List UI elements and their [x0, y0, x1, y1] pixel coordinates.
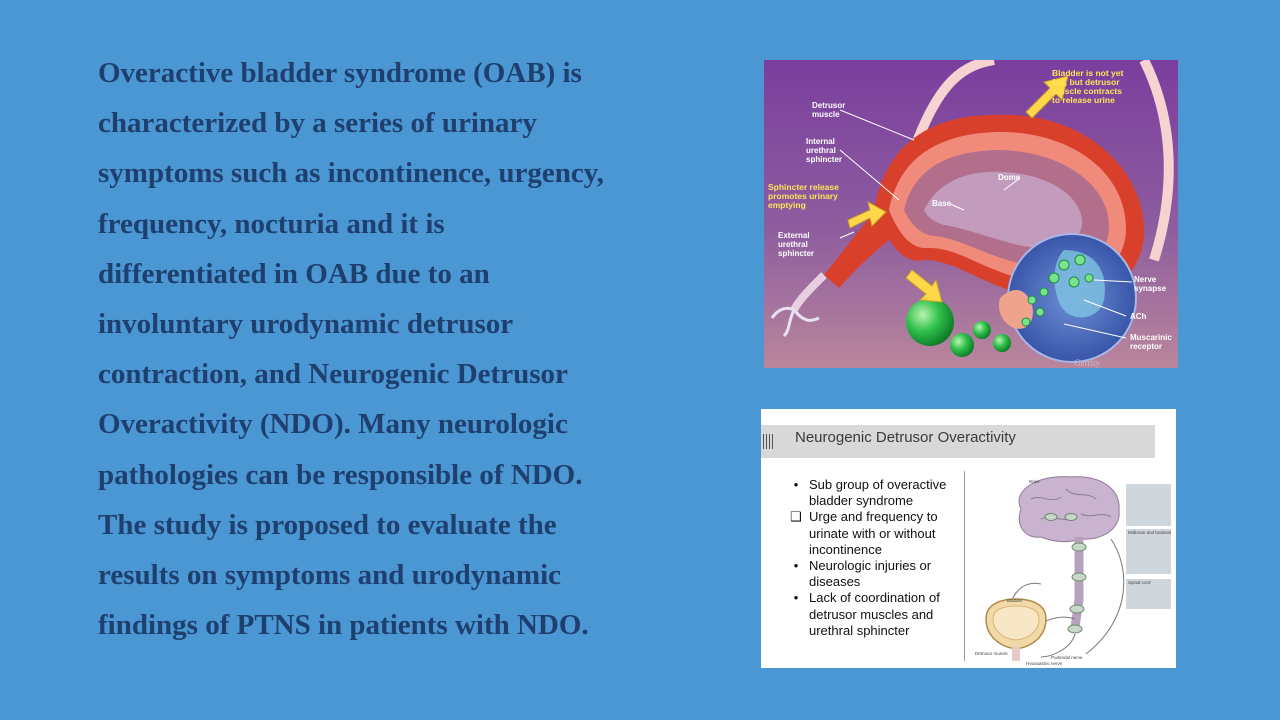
paragraph-line: pathologies can be responsible of NDO. [98, 458, 583, 491]
callout-top-right-line: full, but detrusor [1052, 77, 1120, 87]
list-item-text: Neurologic injuries or diseases [809, 558, 932, 590]
list-item-text: Sub group of overactive bladder syndrome [809, 477, 947, 509]
label-detrusor-line: Detrusor [812, 101, 846, 110]
bullet-marker: ❑ [790, 509, 802, 525]
label-nerve-line: Nerve [1134, 275, 1157, 284]
paragraph-line: characterized by a series of urinary [98, 107, 537, 140]
bullet-list [779, 477, 969, 639]
diagram-label-midbrain: Midbrain and brainstem [1128, 530, 1171, 535]
paragraph-line: results on symptoms and urodynamic [98, 559, 562, 592]
list-item [779, 509, 969, 558]
paragraph-line: findings of PTNS in patients with NDO. [98, 609, 589, 642]
diagram-label-bladder: Bladder [1007, 598, 1023, 603]
diagram-label-spinal: Spinal cord [1128, 580, 1151, 585]
slide-divider [964, 471, 965, 661]
paragraph-line: The study is proposed to evaluate the [98, 508, 557, 541]
nervous-system-diagram [971, 469, 1171, 668]
callout-left-line: emptying [768, 200, 806, 210]
bullet-marker: • [793, 558, 799, 574]
artist-signature: Gerrity [1074, 358, 1100, 368]
label-detrusor-line: muscle [812, 110, 840, 119]
list-item [779, 558, 969, 590]
main-paragraph [98, 48, 678, 650]
diagram-label-brain: Brain [1029, 479, 1040, 484]
paragraph-line: frequency, nocturia and it is [98, 207, 445, 240]
label-muscarinic-line: Muscarinic [1130, 333, 1172, 342]
label-internal-line: Internal [806, 137, 835, 146]
diagram-label-detrusor: Detrusor muscle [975, 651, 1008, 656]
label-ach: ACh [1130, 312, 1147, 321]
list-item-text: Lack of coordination of detrusor muscles and urethral sphincter [809, 590, 940, 638]
label-internal-line: urethral [806, 146, 836, 155]
bullet-marker: • [793, 590, 799, 606]
paragraph-line: Overactivity (NDO). Many neurologic [98, 408, 568, 441]
diagram-label-pudendal: Pudendal nerve [1051, 655, 1083, 660]
label-base: Base [932, 199, 952, 208]
diagram-label-hypogastric: Hypogastric nerve [1026, 661, 1063, 665]
bladder-illustration [764, 60, 1178, 368]
callout-top-right-line: muscle contracts [1052, 86, 1122, 96]
list-item [779, 477, 969, 509]
ndo-slide-image [761, 409, 1176, 668]
slide-title: Neurogenic Detrusor Overactivity [795, 429, 1016, 446]
paragraph-line: symptoms such as incontinence, urgency, [98, 157, 604, 190]
header-bars-icon [763, 434, 775, 449]
paragraph-line: differentiated in OAB due to an [98, 257, 490, 290]
callout-left-line: promotes urinary [768, 191, 838, 201]
paragraph-line: contraction, and Neurogenic Detrusor [98, 358, 568, 391]
paragraph-line: involuntary urodynamic detrusor [98, 308, 514, 341]
paragraph-line: Overactive bladder syndrome (OAB) is [98, 57, 582, 89]
label-dome: Dome [998, 173, 1021, 182]
callout-top-right-line: Bladder is not yet [1052, 68, 1124, 78]
label-internal-line: sphincter [806, 155, 843, 164]
callout-left-line: Sphincter release [768, 182, 839, 192]
callout-top-right-line: to release urine [1052, 95, 1115, 105]
bullet-marker: • [793, 477, 799, 492]
label-muscarinic-line: receptor [1130, 342, 1163, 351]
list-item [779, 590, 969, 639]
list-item-text: Urge and frequency to urinate with or without incontinence [809, 509, 938, 557]
slide-header [761, 425, 1155, 458]
label-external-line: urethral [778, 240, 808, 249]
label-nerve-line: synapse [1134, 284, 1167, 293]
label-external-line: External [778, 231, 810, 240]
label-external-line: sphincter [778, 249, 815, 258]
